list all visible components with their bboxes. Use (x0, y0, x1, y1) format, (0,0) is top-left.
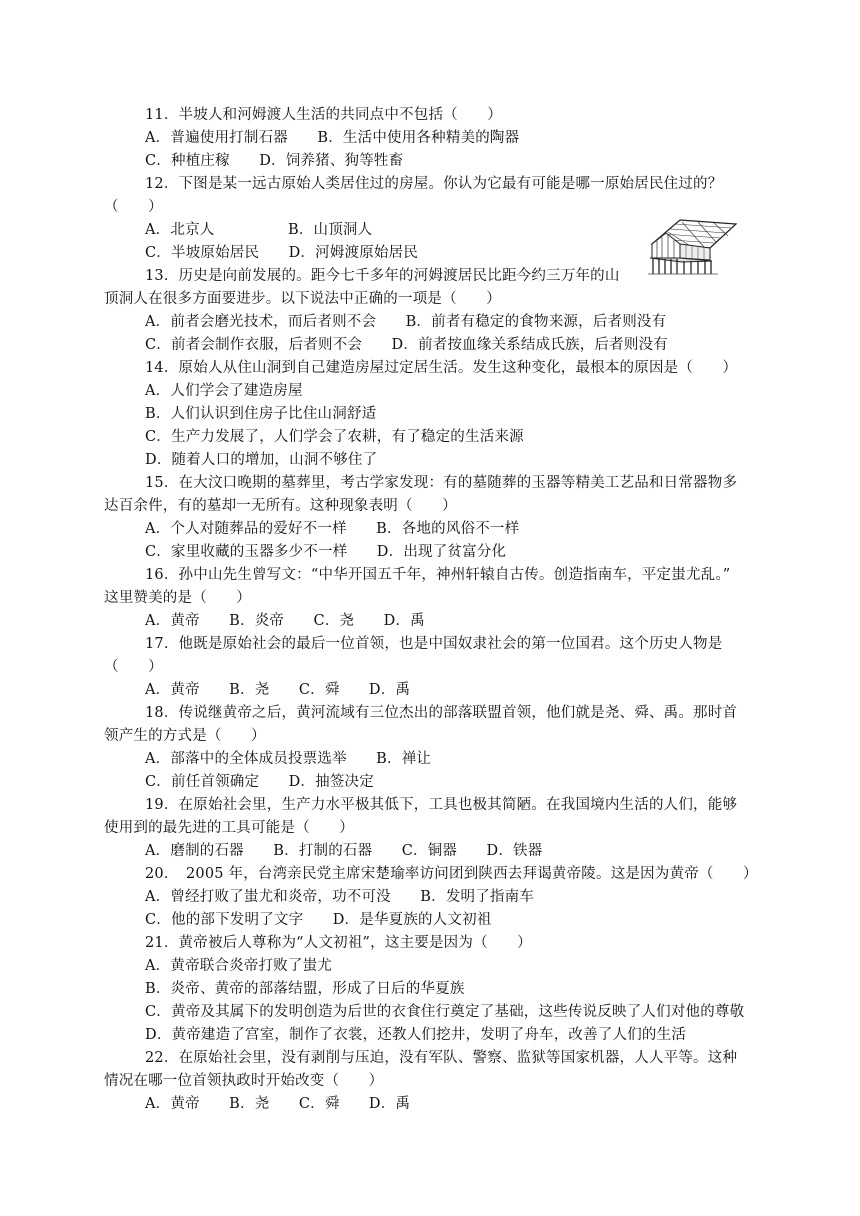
question-12: 12．下图是某一远古原始人类居住过的房屋。你认为它最有可能是哪一原始居民住过的？ (145, 176, 723, 192)
option-21-d: D．黄帝建造了宫室，制作了衣裳，还教人们挖井，发明了舟车，改善了人们的生活 (145, 1027, 687, 1043)
option-21-b: B．炎帝、黄帝的部落结盟，形成了日后的华夏族 (145, 981, 465, 997)
options-20-ab: A．曾经打败了蚩尤和炎帝，功不可没 B．发明了指南车 (145, 889, 535, 905)
option-14-c: C．生产力发展了，人们学会了农耕，有了稳定的生活来源 (145, 429, 524, 445)
option-14-b: B．人们认识到住房子比住山洞舒适 (145, 406, 377, 422)
options-16: A．黄帝 B．炎帝 C．尧 D．禹 (145, 613, 425, 629)
question-19-cont: 使用到的最先进的工具可能是（ ） (104, 820, 354, 836)
question-17: 17．他既是原始社会的最后一位首领，也是中国奴隶社会的第一位国君。这个历史人物是 (145, 636, 723, 652)
options-17: A．黄帝 B．尧 C．舜 D．禹 (145, 682, 411, 698)
question-15: 15．在大汶口晚期的墓葬里，考古学家发现：有的墓随葬的玉器等精美工艺品和日常器物多 (145, 475, 738, 491)
stilt-house-illustration (648, 214, 738, 276)
options-11-cd: C．种植庄稼 D．饲养猪、狗等牲畜 (145, 153, 404, 169)
question-17-cont: （ ） (104, 659, 163, 675)
question-13: 13．历史是向前发展的。距今七千多年的河姆渡居民比距今约三万年的山 (145, 268, 620, 284)
option-14-a: A．人们学会了建造房屋 (145, 383, 303, 399)
question-16: 16．孙中山先生曾写文：“中华开国五千年，神州轩辕自古传。创造指南车，平定蚩尤乱。” (145, 567, 731, 583)
option-21-a: A．黄帝联合炎帝打败了蚩尤 (145, 958, 333, 974)
options-11-ab: A．普遍使用打制石器 B．生活中使用各种精美的陶器 (145, 130, 520, 146)
question-21: 21．黄帝被后人尊称为“人文初祖”，这主要是因为（ ） (145, 935, 532, 951)
question-15-cont: 达百余件，有的墓却一无所有。这种现象表明（ ） (104, 498, 457, 514)
option-14-d: D．随着人口的增加，山洞不够住了 (145, 452, 378, 468)
options-13-ab: A．前者会磨光技术，而后者则不会 B．前者有稳定的食物来源，后者则没有 (145, 314, 667, 330)
option-21-c: C．黄帝及其属下的发明创造为后世的衣食住行奠定了基础，这些传说反映了人们对他的尊敬 (145, 1004, 745, 1020)
question-16-cont: 这里赞美的是（ ） (104, 590, 251, 606)
question-18: 18．传说继黄帝之后，黄河流域有三位杰出的部落联盟首领，他们就是尧、舜、禹。那时首 (145, 705, 738, 721)
options-13-cd: C．前者会制作衣服，后者则不会 D．前者按血缘关系结成氏族，后者则没有 (145, 337, 668, 353)
options-19: A．磨制的石器 B．打制的石器 C．铜器 D．铁器 (145, 843, 543, 859)
options-20-cd: C．他的部下发明了文字 D．是华夏族的人文初祖 (145, 912, 492, 928)
question-22-cont: 情况在哪一位首领执政时开始改变（ ） (104, 1073, 384, 1089)
options-22: A．黄帝 B．尧 C．舜 D．禹 (145, 1096, 411, 1112)
options-18-cd: C．前任首领确定 D．抽签决定 (145, 774, 374, 790)
question-14: 14．原始人从住山洞到自己建造房屋过定居生活。发生这种变化，最根本的原因是（ ） (145, 360, 738, 376)
question-18-cont: 领产生的方式是（ ） (104, 728, 266, 744)
options-12-cd: C．半坡原始居民 D．河姆渡原始居民 (145, 245, 419, 261)
options-18-ab: A．部落中的全体成员投票选举 B．禅让 (145, 751, 432, 767)
options-12-ab: A．北京人 B．山顶洞人 (145, 222, 373, 238)
question-22: 22．在原始社会里，没有剥削与压迫，没有军队、警察、监狱等国家机器，人人平等。这种 (145, 1050, 738, 1066)
question-13-cont: 顶洞人在很多方面要进步。以下说法中正确的一项是（ ） (104, 291, 501, 307)
question-20: 20． 2005 年，台湾亲民党主席宋楚瑜率访问团到陕西去拜谒黄帝陵。这是因为黄帝（ ） (145, 866, 758, 882)
options-15-ab: A．个人对随葬品的爱好不一样 B．各地的风俗不一样 (145, 521, 520, 537)
question-11: 11．半坡人和河姆渡人生活的共同点中不包括（ ） (145, 107, 502, 123)
question-19: 19．在原始社会里，生产力水平极其低下，工具也极其简陋。在我国境内生活的人们，能够 (145, 797, 738, 813)
question-12-cont: （ ） (104, 199, 163, 215)
options-15-cd: C．家里收藏的玉器多少不一样 D．出现了贫富分化 (145, 544, 507, 560)
